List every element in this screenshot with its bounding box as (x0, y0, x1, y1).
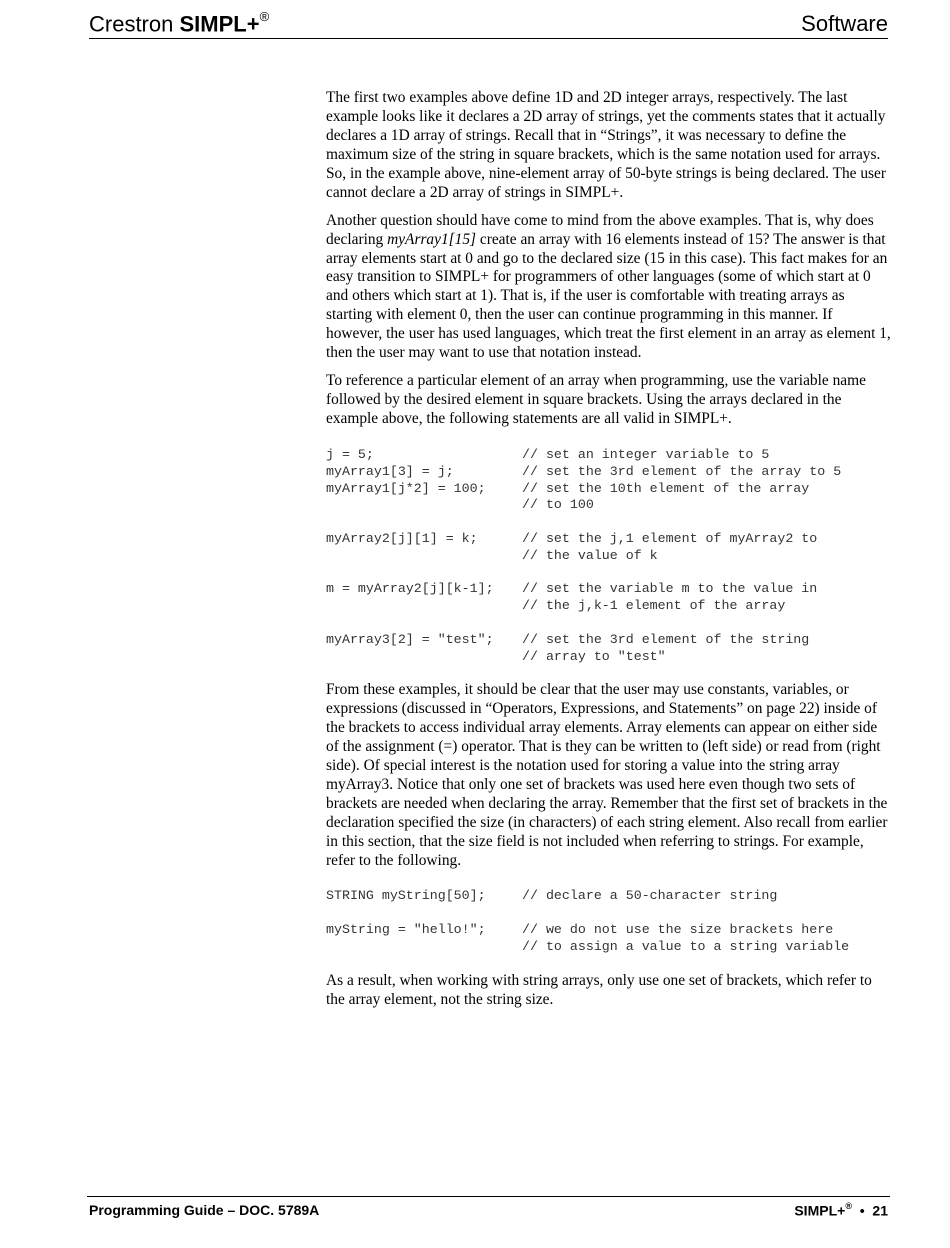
paragraph-5: As a result, when working with string arrays, only use one set of brackets, which refer to the array element, not the string size. (326, 971, 872, 1008)
code-statement: myArray1[j*2] = 100; (326, 480, 486, 496)
paragraph-1: The first two examples above define 1D and 2D integer arrays, respectively. The last example looks like it declares a 2D array of strings, yet the comments states that it actually declares a 1D array of strings. Recall that in “Strings”, it was necessary to define the maximum size of the string in square brackets, which is the same notation used for arrays. So, in the example above, nine-element array of 50-byte strings is being declared. The user cannot declare a 2D array of strings in SIMPL+. (326, 89, 887, 201)
page-header (89, 10, 888, 39)
code-comment: // set an integer variable to 5 (522, 447, 770, 462)
paragraph-2 (326, 212, 892, 363)
footer-registered-mark: ® (845, 1201, 852, 1211)
code-block (326, 922, 892, 956)
code-line (326, 447, 892, 464)
code-example-string (326, 888, 892, 955)
code-block (326, 447, 892, 514)
header-brand: Crestron (89, 11, 174, 36)
code-statement-empty (326, 649, 522, 666)
code-comment: // set the 10th element of the array (522, 480, 810, 496)
code-line (326, 548, 892, 565)
code-statement: myArray2[j][1] = k; (326, 530, 478, 546)
paragraph-2-part-a: Another question should have come to mind from the above examples. That is, why does declaring (326, 211, 874, 248)
code-line (326, 632, 892, 649)
header-product: SIMPL+ (179, 11, 260, 36)
code-statement: STRING myString[50]; (326, 888, 486, 904)
code-block (326, 888, 892, 905)
paragraph-2-part-b: create an array with 16 elements instead of 15? The answer is that array elements start at 0 and go to the declared size (15 in this case). This fact makes for an easy transition to SIMPL+ for programmers of other languages (some of which start at 0 and others which start at 1). That is, if the user is comfortable with treating arrays as starting with element 0, then the user can continue programming in this manner. If however, the user has used languages, which treat the first element in an array as element 1, then the user may want to use that notation instead. (326, 230, 891, 362)
footer-bullet: • (859, 1202, 865, 1219)
code-line (326, 922, 892, 939)
footer-product: SIMPL+ (794, 1202, 846, 1219)
footer-page-label (794, 1202, 888, 1219)
code-statement: myArray1[3] = j; (326, 463, 454, 479)
code-statement: myArray3[2] = "test"; (326, 631, 494, 647)
code-comment: // the value of k (522, 547, 658, 563)
header-title (89, 8, 270, 37)
code-comment: // we do not use the size brackets here (522, 922, 834, 938)
code-comment: // set the j,1 element of myArray2 to (522, 530, 818, 546)
page-number: 21 (872, 1202, 888, 1219)
code-comment: // set the 3rd element of the array to 5 (522, 463, 842, 479)
code-line (326, 497, 892, 514)
page-content (326, 89, 892, 1019)
code-statement-empty (326, 939, 522, 956)
paragraph-3: To reference a particular element of an array when programming, use the variable name followed by the desired element in square brackets. Using the arrays declared in the example above, the following statements are all valid in SIMPL+. (326, 372, 866, 428)
paragraph-4: From these examples, it should be clear that the user may use constants, variables, or expressions (discussed in “Operators, Expressions, and Statements” on page 22) inside of the brackets to access individual array elements. Array elements can appear on either side of the assignment (=) operator. That is they can be written to (left side) or read from (right side). Of special interest is the notation used for storing a value into the string array myArray3. Notice that only one set of brackets was used here even though two sets of brackets are needed when declaring the array. Remember that the first set of brackets in the declaration specified the size (in characters) of each string element. Also recall from earlier in this section, that the size field is not included when referring to strings. For example, refer to the following. (326, 681, 888, 869)
code-comment: // to assign a value to a string variable (522, 938, 850, 954)
footer-doc-title: Programming Guide – DOC. 5789A (89, 1202, 320, 1218)
code-block (326, 632, 892, 666)
code-line (326, 464, 892, 481)
code-comment: // set the 3rd element of the string (522, 631, 810, 647)
code-comment: // the j,k-1 element of the array (522, 598, 786, 614)
code-statement-empty (326, 598, 522, 615)
code-statement: myString = "hello!"; (326, 922, 486, 938)
paragraph-2-emphasis: myArray1[15] (387, 230, 477, 248)
code-block (326, 581, 892, 615)
code-comment: // array to "test" (522, 648, 666, 664)
code-line (326, 649, 892, 666)
code-example-array-access (326, 447, 892, 665)
code-statement: m = myArray2[j][k-1]; (326, 581, 494, 597)
code-line (326, 531, 892, 548)
code-line (326, 481, 892, 498)
code-block (326, 531, 892, 565)
code-comment: // set the variable m to the value in (522, 581, 818, 597)
code-comment: // declare a 50-character string (522, 888, 778, 904)
code-line (326, 581, 892, 598)
page-footer (87, 1196, 890, 1219)
code-statement: j = 5; (326, 447, 374, 462)
code-comment: // to 100 (522, 497, 594, 513)
header-registered-mark: ® (259, 8, 270, 24)
code-line (326, 939, 892, 956)
code-statement-empty (326, 548, 522, 565)
code-line (326, 888, 892, 905)
code-statement-empty (326, 497, 522, 514)
code-line (326, 598, 892, 615)
header-section: Software (801, 11, 888, 36)
